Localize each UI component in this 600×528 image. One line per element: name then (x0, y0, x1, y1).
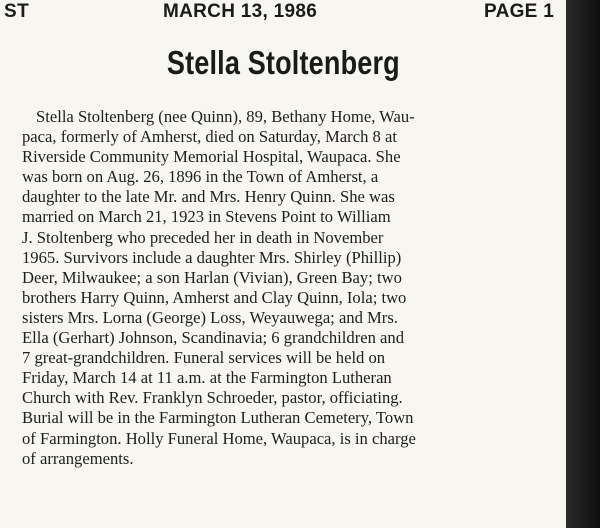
obituary-line: Ella (Gerhart) Johnson, Scandinavia; 6 grandchildren and (22, 328, 404, 348)
header-section-fragment: ST (4, 1, 30, 22)
obituary-line: Burial will be in the Farmington Lutheran Cemetery, Town (22, 408, 414, 428)
obituary-title: Stella Stoltenberg (166, 44, 400, 81)
obituary-line: daughter to the late Mr. and Mrs. Henry Quinn. She was (22, 187, 395, 207)
obituary-line: Riverside Community Memorial Hospital, Waupaca. She (22, 147, 401, 167)
obituary-line: 7 great-grandchildren. Funeral services will be held on (22, 348, 386, 368)
obituary-line: J. Stoltenberg who preceded her in death in November (22, 227, 384, 247)
obituary-line: Stella Stoltenberg (nee Quinn), 89, Bethany Home, Wau- (36, 107, 415, 126)
obituary-line: was born on Aug. 26, 1896 in the Town of Amherst, a (22, 167, 379, 187)
dark-background-edge (566, 0, 600, 528)
obituary-line: 1965. Survivors include a daughter Mrs. Shirley (Phillip) (22, 247, 402, 267)
obituary-line: Church with Rev. Franklyn Schroeder, pastor, officiating. (22, 388, 403, 408)
obituary-line: of Farmington. Holly Funeral Home, Waupaca, is in charge (22, 428, 416, 448)
obituary-line: Friday, March 14 at 11 a.m. at the Farmington Lutheran (22, 368, 392, 388)
obituary-line: Deer, Milwaukee; a son Harlan (Vivian), Green Bay; two (22, 267, 402, 287)
obituary-body (22, 107, 566, 469)
obituary-line: brothers Harry Quinn, Amherst and Clay Quinn, Iola; two (22, 287, 407, 307)
page-header (0, 0, 566, 24)
obituary-line: married on March 21, 1923 in Stevens Point to William (22, 207, 391, 227)
header-page-number: PAGE 1 (484, 1, 555, 22)
obituary-line: of arrangements. (22, 448, 134, 468)
obituary-line: paca, formerly of Amherst, died on Saturday, March 8 at (22, 127, 397, 147)
header-date: MARCH 13, 1986 (163, 1, 318, 22)
obituary-line: sisters Mrs. Lorna (George) Loss, Weyauwega; and Mrs. (22, 307, 398, 327)
